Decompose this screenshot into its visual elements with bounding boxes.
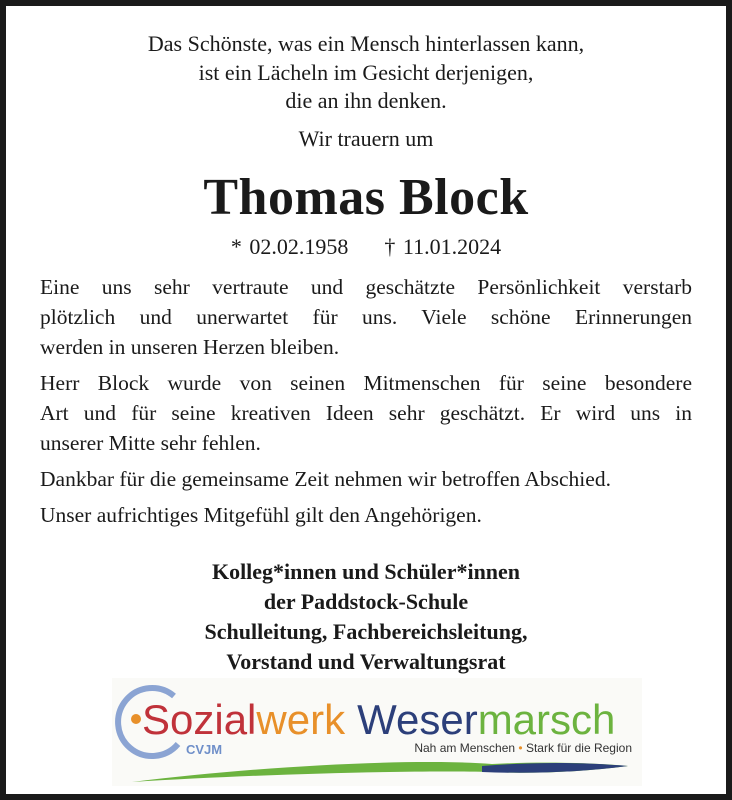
text-line: werden in unseren Herzen bleiben. bbox=[40, 335, 340, 359]
deceased-name: Thomas Block bbox=[203, 169, 529, 226]
logo-tagline: Nah am Menschen • Stark für die Region bbox=[414, 741, 632, 755]
death-date: † 11.01.2024 bbox=[384, 234, 502, 259]
text-line: Dankbar für die gemeinsame Zeit nehmen wir betroffen Abschied. bbox=[40, 467, 611, 491]
logo-wordmark: Sozialwerk Wesermarsch bbox=[142, 696, 616, 743]
paragraph bbox=[40, 368, 692, 458]
motto bbox=[0, 30, 732, 116]
text-line: unserer Mitte sehr fehlen. bbox=[40, 431, 261, 455]
signature bbox=[0, 557, 732, 677]
text-line: Eine uns sehr vertraute und geschätzte Persönlichkeit verstarb bbox=[40, 275, 692, 299]
paragraph bbox=[40, 500, 692, 530]
text-line: Herr Block wurde von seinen Mitmenschen für seine besondere bbox=[40, 371, 692, 395]
intro-text: Wir trauern um bbox=[298, 126, 434, 151]
life-dates bbox=[0, 234, 732, 260]
birth-date: * 02.02.1958 bbox=[230, 234, 349, 259]
paragraph bbox=[40, 464, 692, 494]
text-line: plötzlich und unerwartet für uns. Viele schöne Erinnerungen bbox=[40, 305, 692, 329]
motto-line: die an ihn denken. bbox=[285, 88, 447, 113]
signature-line: Vorstand und Verwaltungsrat bbox=[226, 649, 506, 674]
signature-line: Schulleitung, Fachbereichsleitung, bbox=[204, 619, 528, 644]
text-line: Art und für seine kreativen Ideen sehr geschätzt. Er wird uns in bbox=[40, 401, 692, 425]
motto-line: Das Schönste, was ein Mensch hinterlassen kann, bbox=[147, 31, 585, 56]
signature-line: der Paddstock-Schule bbox=[263, 589, 469, 614]
dot-icon bbox=[131, 714, 141, 724]
obituary-text bbox=[40, 272, 692, 536]
paragraph bbox=[40, 272, 692, 362]
text-line: Unser aufrichtiges Mitgefühl gilt den Angehörigen. bbox=[40, 503, 482, 527]
sozialwerk-logo bbox=[112, 678, 642, 786]
logo-graphic bbox=[112, 678, 642, 786]
signature-line: Kolleg*innen und Schüler*innen bbox=[211, 559, 521, 584]
motto-line: ist ein Lächeln im Gesicht derjenigen, bbox=[198, 59, 534, 85]
logo-sub: CVJM bbox=[186, 742, 223, 757]
